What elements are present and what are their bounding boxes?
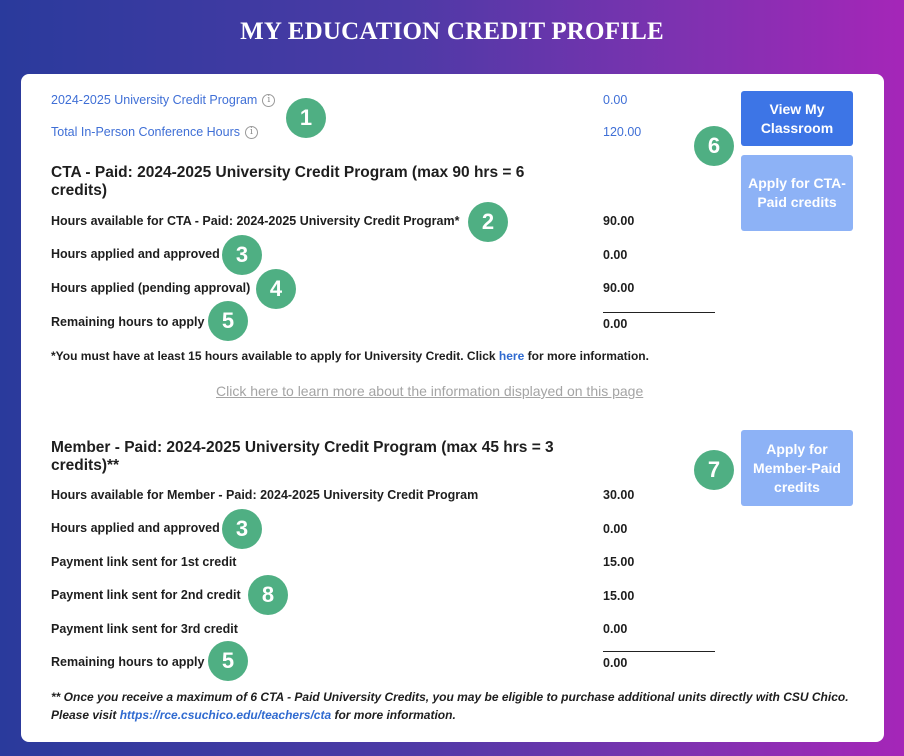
total-divider bbox=[603, 651, 715, 652]
csu-chico-link[interactable]: https://rce.csuchico.edu/teachers/cta bbox=[119, 708, 332, 722]
page-title: MY EDUCATION CREDIT PROFILE bbox=[240, 18, 664, 45]
cta-row-value: 0.00 bbox=[603, 248, 628, 262]
member-row-value: 30.00 bbox=[603, 488, 635, 502]
info-icon[interactable]: i bbox=[262, 94, 275, 107]
info-icon[interactable]: i bbox=[245, 126, 258, 139]
summary-row-conference-hours[interactable] bbox=[51, 125, 258, 139]
member-row-value: 15.00 bbox=[603, 555, 635, 569]
member-row-label: Hours available for Member - Paid: 2024-2025 University Credit Program bbox=[51, 488, 479, 502]
apply-cta-paid-button[interactable]: Apply for CTA-Paid credits bbox=[741, 155, 853, 231]
cta-row-label: Hours applied (pending approval) bbox=[51, 281, 251, 295]
cta-row-label: Hours available for CTA - Paid: 2024-2025 University Credit Program* bbox=[51, 214, 460, 228]
member-row-label: Payment link sent for 1st credit bbox=[51, 555, 237, 569]
note-text: *You must have at least 15 hours available to apply for University Credit. Click bbox=[51, 349, 499, 363]
member-row-label: Payment link sent for 3rd credit bbox=[51, 622, 238, 636]
annotation-badge: 8 bbox=[248, 575, 288, 615]
summary-value: 120.00 bbox=[603, 125, 642, 139]
summary-label[interactable]: 2024-2025 University Credit Program bbox=[51, 93, 258, 107]
member-row-value: 15.00 bbox=[603, 589, 635, 603]
member-row-value: 0.00 bbox=[603, 522, 628, 536]
cta-row-label: Remaining hours to apply bbox=[51, 315, 205, 329]
footnote-text: ** Once you receive a maximum of 6 CTA - Paid University Credits, you may be eligible to purchase additional units directly with CSU Chico. Please visit bbox=[51, 690, 849, 722]
member-section-heading: Member - Paid: 2024-2025 University Credit Program (max 45 hrs = 3 credits)** bbox=[51, 439, 554, 474]
footnote-text: for more information. bbox=[331, 708, 456, 722]
summary-label[interactable]: Total In-Person Conference Hours bbox=[51, 125, 240, 139]
annotation-badge: 5 bbox=[208, 301, 248, 341]
annotation-badge: 7 bbox=[694, 450, 734, 490]
member-row-value: 0.00 bbox=[603, 656, 628, 670]
summary-row-university-credit[interactable] bbox=[51, 93, 275, 107]
summary-value: 0.00 bbox=[603, 93, 628, 107]
annotation-badge: 1 bbox=[286, 98, 326, 138]
note-here-link[interactable]: here bbox=[498, 349, 525, 363]
cta-row-label: Hours applied and approved bbox=[51, 247, 220, 261]
total-divider bbox=[603, 312, 715, 313]
annotation-badge: 2 bbox=[468, 202, 508, 242]
cta-section-heading: CTA - Paid: 2024-2025 University Credit Program (max 90 hrs = 6 credits) bbox=[51, 164, 525, 199]
member-row-label: Payment link sent for 2nd credit bbox=[51, 588, 241, 602]
annotation-badge: 5 bbox=[208, 641, 248, 681]
cta-row-value: 90.00 bbox=[603, 214, 635, 228]
footnote bbox=[51, 688, 851, 724]
cta-eligibility-note bbox=[51, 349, 649, 363]
member-row-label: Remaining hours to apply bbox=[51, 655, 205, 669]
view-classroom-button[interactable]: View My Classroom bbox=[741, 91, 853, 146]
member-row-value: 0.00 bbox=[603, 622, 628, 636]
cta-row-value: 90.00 bbox=[603, 281, 635, 295]
annotation-badge: 3 bbox=[222, 235, 262, 275]
member-row-label: Hours applied and approved bbox=[51, 521, 220, 535]
learn-more-link[interactable]: Click here to learn more about the information displayed on this page bbox=[216, 383, 644, 399]
credit-profile-card bbox=[21, 74, 884, 742]
cta-row-value: 0.00 bbox=[603, 317, 628, 331]
note-text: for more information. bbox=[524, 349, 649, 363]
apply-member-paid-button[interactable]: Apply for Member-Paid credits bbox=[741, 430, 853, 506]
annotation-badge: 6 bbox=[694, 126, 734, 166]
annotation-badge: 3 bbox=[222, 509, 262, 549]
annotation-badge: 4 bbox=[256, 269, 296, 309]
